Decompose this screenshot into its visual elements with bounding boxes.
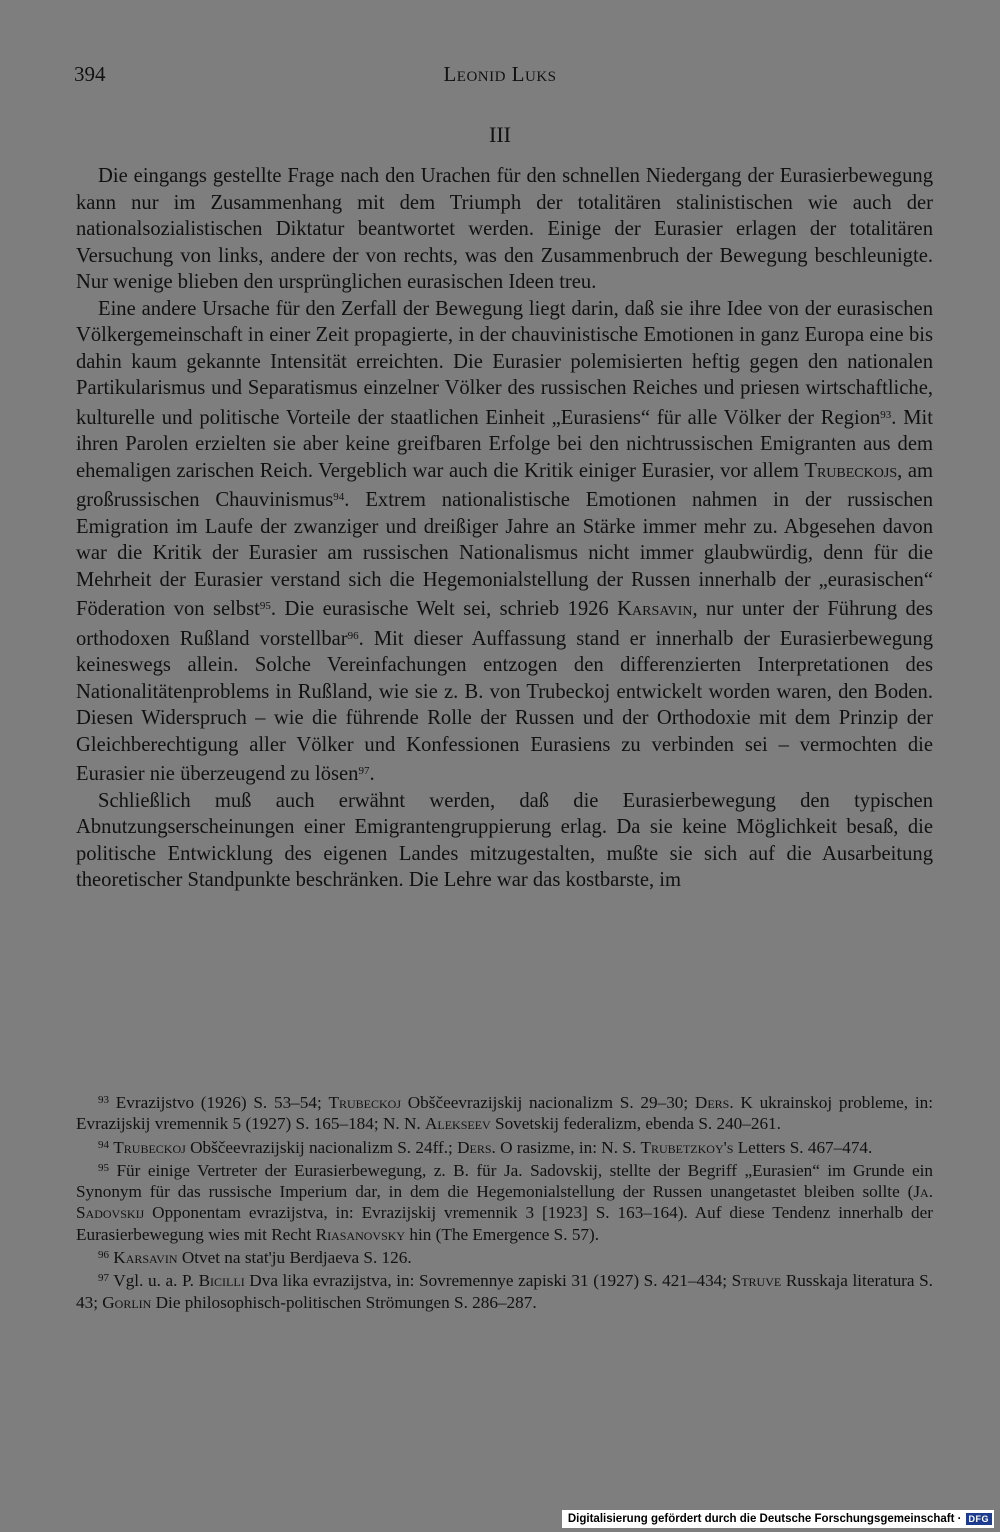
author-name: Bicilli	[198, 1271, 245, 1291]
footnote-number: 94	[98, 1138, 109, 1151]
text-run: .	[369, 763, 375, 785]
text-run: Dva lika evrazijstva, in: Sovremennye zapiski 31 (1927) S. 421–434;	[244, 1271, 732, 1291]
author-name: Riasanovsky	[315, 1224, 406, 1244]
running-head: Leonid Luks	[443, 62, 557, 86]
text-run: Evrazijstvo (1926) S. 53–54;	[109, 1093, 329, 1112]
text-run: Russkaja literatura S. 43;	[76, 1271, 933, 1312]
text-run: , nur unter der Führung des orthodoxen Rußland vorstellbar	[76, 598, 933, 650]
text-run: Sovetskij federalizm, ebenda S. 240–261.	[490, 1114, 781, 1134]
text-run: Die philosophisch-politischen Strömungen S. 286–287.	[151, 1292, 537, 1312]
author-name: Trubeckoj	[328, 1093, 401, 1112]
author-name: Ders.	[457, 1137, 496, 1157]
text-run: . Mit dieser Auffassung stand er innerhalb der Eurasierbewegung keineswegs allein. Solche Vereinfachungen entzogen den differenzierten Interpretationen des Nationalitätenproblems in Rußland, wie sie z. B. von Trubeckoj entwickelt worden waren, den Boden. Diesen Widerspruch – wie die führende Rolle der Russen und der Orthodoxie mit dem Prinzip der Gleichberechtigung aller Völker und Konfessionen Eurasiens zu verbinden sei – vermochten die Eurasier nie überzeugend zu lösen	[76, 627, 933, 785]
main-text	[76, 163, 933, 894]
author-name: Trubeckojs	[804, 459, 898, 482]
funding-notice: Digitalisierung gefördert durch die Deutsche Forschungsgemeinschaft ·	[567, 1513, 962, 1525]
author-name: Gorlin	[102, 1292, 152, 1312]
paragraph-3: Schließlich muß auch erwähnt werden, daß die Eurasierbewegung den typischen Abnutzungserscheinungen einer Emigrantengruppierung erlag. Da sie keine Möglichkeit besaß, die politische Entwicklung des eigenen Landes mitzugestalten, mußte sie sich auf die Ausarbeitung theoretischer Standpunkte beschränken. Die Lehre war das kostbarste, im	[76, 789, 933, 891]
author-name: Karsavin	[113, 1248, 178, 1268]
text-run: Für einige Vertreter der Eurasierbewegung, z. B. für Ja. Sadovskij, stellte der Begriff „Eurasien“ im Grunde ein Synonym für das russische Imperium dar, in dem die Hegemonialstellung der Russen unangetastet bleiben sollte (	[76, 1160, 933, 1202]
text-run: Vgl. u. a. P.	[109, 1271, 199, 1291]
text-run: Obščeevrazijskij nacionalizm S. 24ff.;	[185, 1137, 458, 1157]
text-run: K ukrainskoj probleme, in: Evrazijskij vremennik 5 (1927) S. 165–184; N. N.	[76, 1093, 933, 1134]
footnote-ref-94[interactable]: 94	[333, 491, 345, 503]
text-run: , am großrussischen Chauvinismus	[76, 459, 933, 511]
author-name: Ja. Sadovskij	[76, 1182, 933, 1223]
section-heading: III	[489, 122, 511, 147]
text-run: Letters S. 467–474.	[733, 1137, 873, 1157]
author-name: Struve	[731, 1271, 782, 1291]
author-name: Trubetzkoy's	[640, 1137, 734, 1157]
text-run: Eine andere Ursache für den Zerfall der Bewegung liegt darin, daß sie ihre Idee von der eurasischen Völkergemeinschaft in einer Zeit propagierte, in der chauvinistische Emotionen in ganz Europa eine bis dahin kaum gekannte Intensität erreichten. Die Eurasier polemisierten heftig gegen den nationalen Partikularismus und Separatismus einzelner Völker des russischen Reiches und priesen wirtschaftliche, kulturelle und politische Vorteile der staatlichen Einheit „Eurasiens“ für alle Völker der Region	[76, 297, 933, 429]
author-name: Karsavin	[617, 598, 693, 620]
text-run: . Mit ihren Parolen erzielten sie aber keine greifbaren Erfolge bei den nichtrussischen Emigranten aus dem ehemaligen zarischen Reich. Vergeblich war auch die Kritik einiger Eurasier, vor allem	[76, 406, 933, 482]
text-run: Otvet na stat'ju Berdjaeva S. 126.	[177, 1248, 412, 1268]
footnote-ref-93[interactable]: 93	[880, 408, 892, 421]
text-run: Opponentam evrazijstva, in: Evrazijskij vremennik 3 [1923] S. 163–164). Auf diese Tendenz innerhalb der Eurasierbewegung wies mit Recht	[76, 1203, 933, 1244]
text-run: O rasizme, in: N. S.	[495, 1137, 641, 1157]
text-run: Obščeevrazijskij nacionalizm S. 29–30;	[401, 1093, 695, 1112]
footnote-95	[76, 1158, 933, 1245]
dfg-funding-banner[interactable]	[562, 1510, 994, 1528]
text-run: hin (The Emergence S. 57).	[405, 1224, 600, 1244]
author-name: Ders.	[694, 1093, 734, 1112]
footnote-ref-95[interactable]: 95	[259, 600, 271, 612]
text-run: . Extrem nationalistische Emotionen nahmen in der russischen Emigration im Laufe der zwanziger und dreißiger Jahre an Stärke immer mehr zu. Abgesehen davon war die Kritik der Eurasier am russischen Nationalismus nicht immer glaubwürdig, denn für die Mehrheit der Eurasier verstand sich die Hegemonialstellung der Russen innerhalb der „eurasischen“ Föderation von selbst	[76, 489, 933, 620]
page-number: 394	[74, 62, 106, 86]
footnote-93	[76, 1090, 933, 1135]
footnote-96	[76, 1245, 933, 1268]
footnote-number: 97	[98, 1272, 109, 1285]
footnote-ref-97[interactable]: 97	[358, 765, 370, 777]
text-run: . Die eurasische Welt sei, schrieb 1926	[270, 598, 618, 620]
footnote-number: 93	[98, 1094, 109, 1106]
paragraph-2	[76, 296, 933, 788]
dfg-logo-icon: DFG	[966, 1513, 993, 1525]
paragraph-1: Die eingangs gestellte Frage nach den Urachen für den schnellen Niedergang der Eurasierbewegung kann nur im Zusammenhang mit dem Triumph der totalitären stalinistischen wie auch der nationalsozialistischen Diktatur beantwortet werden. Einige der Eurasier erlagen der totalitären Versuchung von links, andere der von rechts, was den Zusammenbruch der Bewegung beschleunigte. Nur wenige blieben den ursprünglichen eurasischen Ideen treu.	[76, 165, 933, 293]
author-name: Alekseev	[424, 1114, 491, 1134]
author-name: Trubeckoj	[113, 1137, 186, 1157]
footnote-97	[76, 1268, 933, 1313]
footnote-number: 95	[98, 1161, 109, 1174]
footnote-number: 96	[98, 1249, 109, 1262]
footnotes	[76, 1090, 933, 1313]
footnote-94	[76, 1135, 933, 1158]
footnote-ref-96[interactable]: 96	[347, 629, 359, 642]
